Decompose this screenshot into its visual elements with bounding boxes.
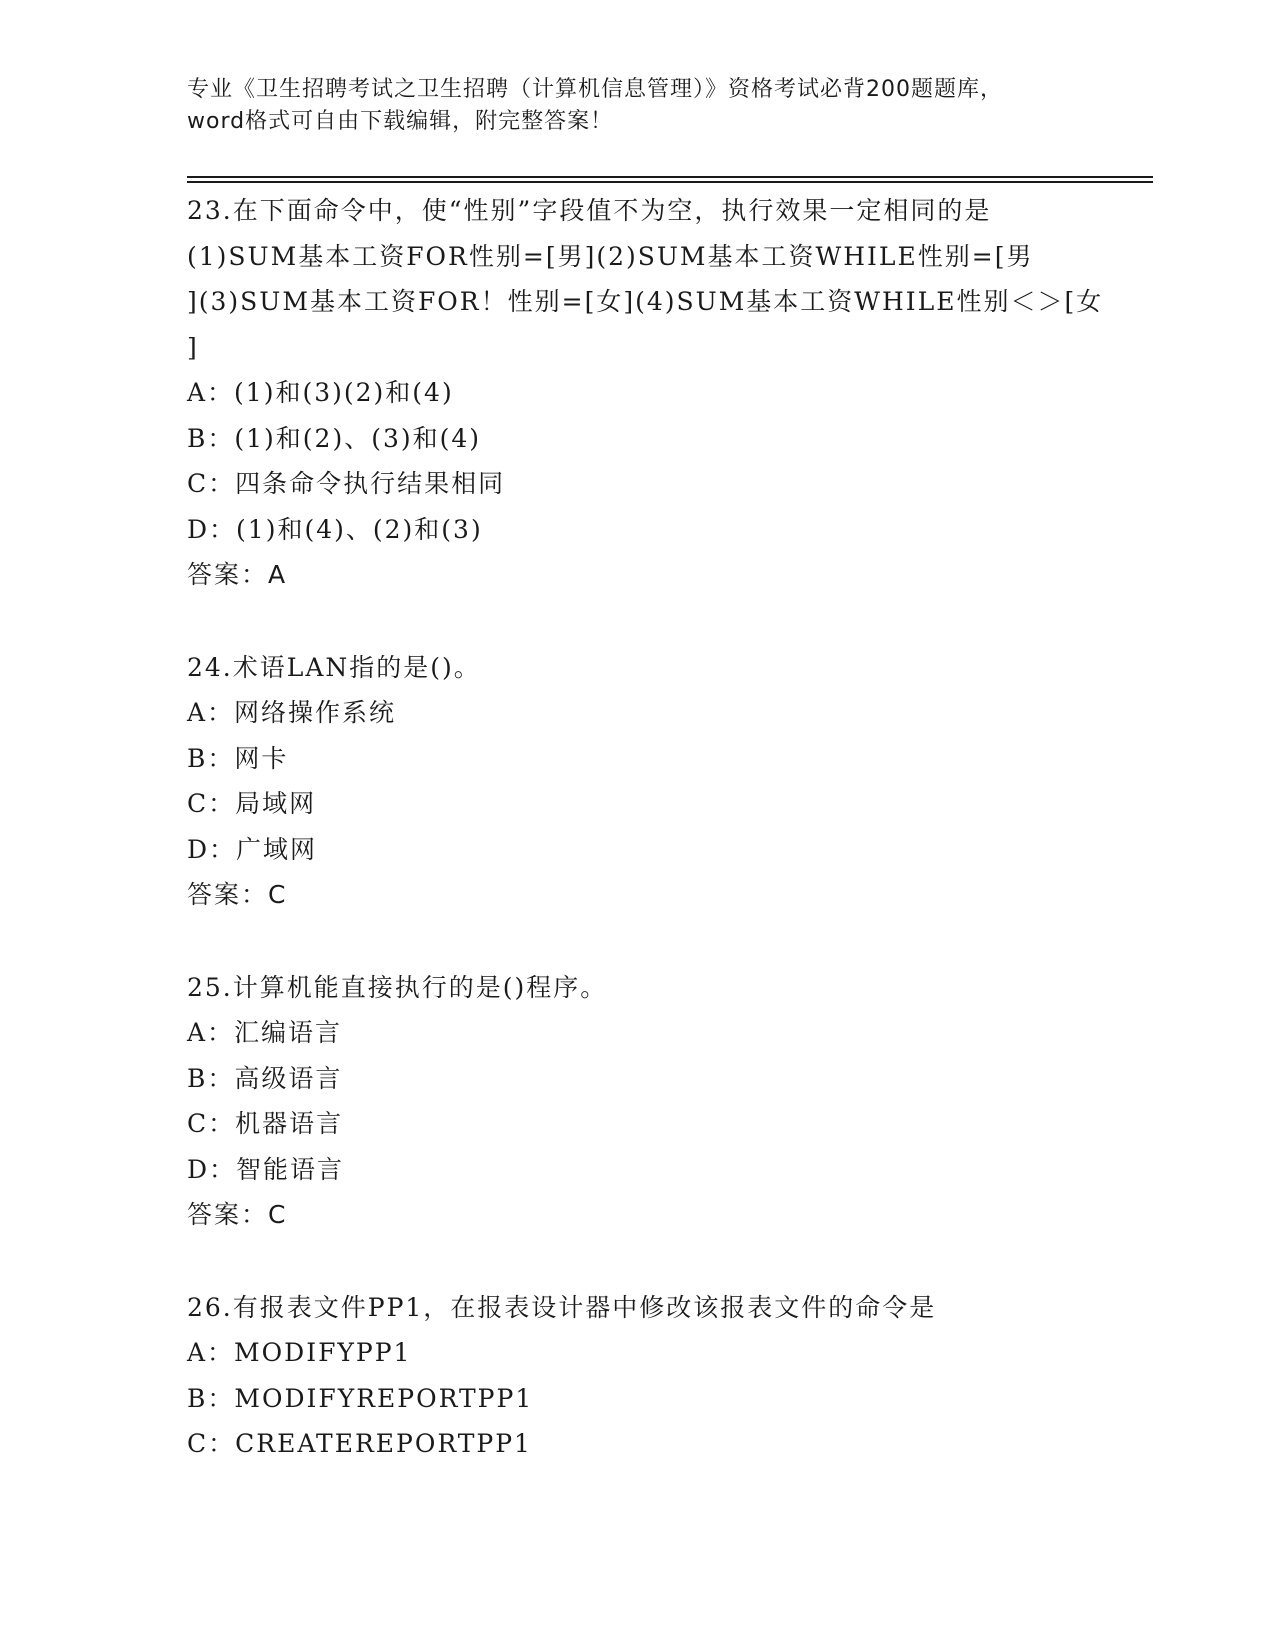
option-c: C：四条命令执行结果相同 xyxy=(187,469,506,498)
option-a: A：汇编语言 xyxy=(187,1018,343,1047)
option-c: C：CREATEREPORTPP1 xyxy=(187,1429,532,1458)
option-a: A：网络操作系统 xyxy=(187,698,397,727)
option-d: D：(1)和(4)、(2)和(3) xyxy=(187,514,483,544)
question-25 xyxy=(187,965,1087,1238)
answer-line: 答案：C xyxy=(187,1200,288,1229)
question-23 xyxy=(187,188,1104,598)
option-c: C：局域网 xyxy=(187,789,317,818)
header-line-2: word格式可自由下载编辑，附完整答案！ xyxy=(187,109,614,134)
question-stem-line: 25.计算机能直接执行的是()程序。 xyxy=(187,972,608,1002)
question-stem-line: (1)SUM基本工资FOR性别=[男](2)SUM基本工资WHILE性别=[男 xyxy=(187,241,1034,271)
option-c: C：机器语言 xyxy=(187,1109,344,1138)
option-b: B：高级语言 xyxy=(187,1063,343,1093)
option-a: A：MODIFYPP1 xyxy=(187,1338,412,1367)
question-26 xyxy=(187,1285,1087,1467)
question-stem-line: ] xyxy=(187,332,199,362)
question-stem-line: 26.有报表文件PP1，在报表设计器中修改该报表文件的命令是 xyxy=(187,1292,937,1322)
answer-line: 答案：A xyxy=(187,560,288,589)
option-d: D：智能语言 xyxy=(187,1154,345,1184)
option-b: B：(1)和(2)、(3)和(4) xyxy=(187,423,482,453)
answer-line: 答案：C xyxy=(187,880,288,909)
document-header xyxy=(187,74,1087,138)
question-stem-line: ](3)SUM基本工资FOR！性别=[女](4)SUM基本工资WHILE性别＜＞[女 xyxy=(187,287,1104,316)
option-b: B：MODIFYREPORTPP1 xyxy=(187,1383,534,1413)
question-list xyxy=(187,188,1104,1514)
option-a: A：(1)和(3)(2)和(4) xyxy=(187,378,454,407)
option-b: B：网卡 xyxy=(187,743,289,773)
header-line-1: 专业《卫生招聘考试之卫生招聘（计算机信息管理）》资格考试必背200题题库， xyxy=(187,77,1003,102)
question-stem-line: 24.术语LAN指的是()。 xyxy=(187,652,481,682)
question-stem-line: 23.在下面命令中，使“性别”字段值不为空，执行效果一定相同的是 xyxy=(187,196,992,225)
header-divider xyxy=(187,176,1153,183)
question-24 xyxy=(187,645,1087,918)
option-d: D：广域网 xyxy=(187,834,318,864)
